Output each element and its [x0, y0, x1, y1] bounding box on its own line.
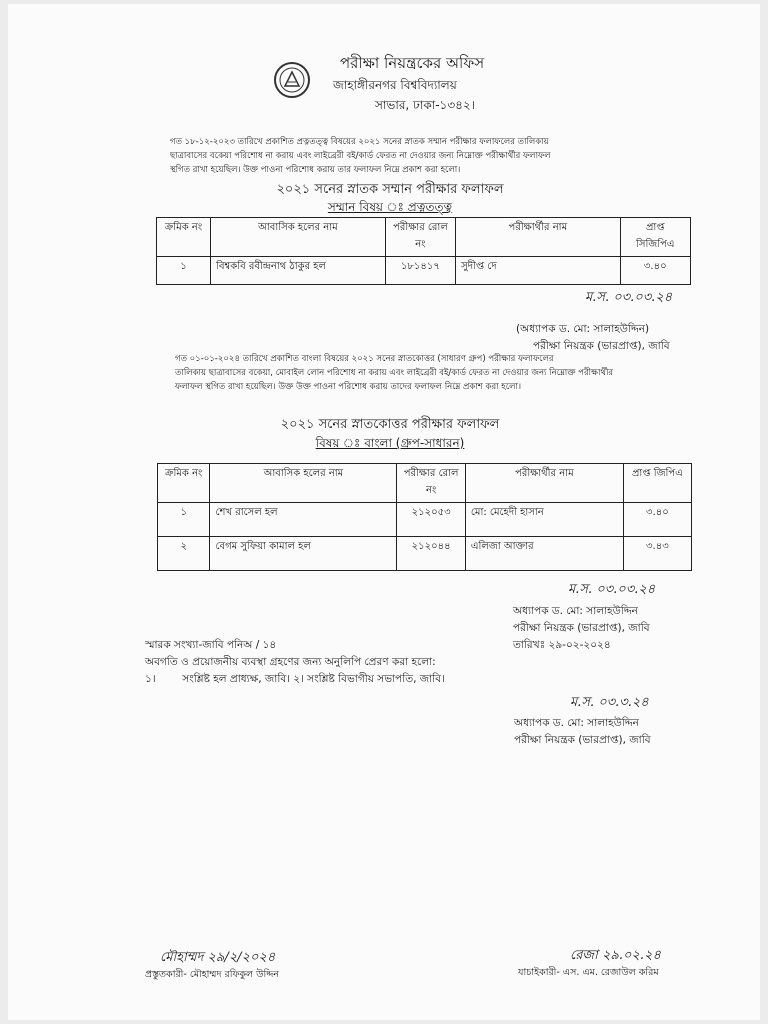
notice1-line: গত ১৮-১২-২০২৩ তারিখে প্রকাশিত প্রত্নতত্ত্ব বিষয়ের ২০২১ সনের স্নাতক সম্মান পরীক্ষার ফলাফলের তালিকায়	[170, 137, 549, 147]
notice2-signer-designation: পরীক্ষা নিয়ন্ত্রক (ভারপ্রাপ্ত), জাবি	[513, 622, 650, 634]
cell-hall: শেখ রাসেল হল	[210, 503, 397, 537]
notice1-subtitle: সম্মান বিষয় ঃ প্রত্নতত্ত্ব	[327, 200, 453, 214]
university-name: জাহাঙ্গীরনগর বিশ্ববিদ্যালয়	[333, 78, 457, 92]
cell-roll: ১৮১৪১৭	[385, 257, 455, 285]
cell-hall: বেগম সুফিয়া কামাল হল	[210, 537, 397, 571]
col-gpa: প্রাপ্ত জিপিএ	[623, 464, 691, 503]
notice1-result-table	[156, 217, 691, 285]
col-cgpa: প্রাপ্ত সিজিপিএ	[620, 218, 690, 257]
memo-number: স্মারক সংখ্যা-জাবি পনিঅ / ১৪	[145, 639, 277, 651]
university-seal-icon	[272, 60, 312, 100]
col-hall: আবাসিক হলের নাম	[210, 464, 397, 503]
table-row	[157, 257, 691, 285]
cell-roll: ২১২০৫৩	[397, 503, 465, 537]
notice2-line: ফলাফল স্থগিত রাখা হয়েছিল। উক্ত উক্ত পাওনা পরিশোধ করায় তাদের ফলাফল নিম্নে প্রকাশ করা হলো।	[175, 382, 522, 392]
memo-recipients: ১। সংশ্লিষ্ট হল প্রাধ্যক্ষ, জাবি। ২। সংশ্লিষ্ট বিভাগীয় সভাপতি, জাবি।	[145, 673, 445, 685]
notice1-line: ছাত্রাবাসের বকেয়া পরিশোধ না করায় এবং লাইব্রেরী বই/কার্ড ফেরত না দেওয়ার জন্য নিম্নোক্ত পরীক্ষার্থীর ফলাফল	[170, 151, 551, 161]
notice1-signer-designation: পরীক্ষা নিয়ন্ত্রক (ভারপ্রাপ্ত), জাবি	[533, 340, 670, 352]
university-address: সাভার, ঢাকা-১৩৪২।	[375, 98, 476, 112]
notice1-line: স্থগিত রাখা হয়েছিল। উক্ত পাওনা পরিশোধ করায় তার ফলাফল নিম্নে প্রকাশ করা হলো।	[170, 165, 461, 175]
col-name: পরীক্ষার্থীর নাম	[456, 218, 620, 257]
cell-roll: ২১২০৪৪	[397, 537, 465, 571]
notice2-subtitle: বিষয় ঃ বাংলা (গ্রুপ-সাধারন)	[315, 436, 465, 450]
cell-gpa: ৩.৪০	[623, 503, 691, 537]
col-serial: ক্রমিক নং	[157, 218, 211, 257]
cell-serial: ২	[158, 537, 210, 571]
col-serial: ক্রমিক নং	[158, 464, 210, 503]
cell-gpa: ৩.৪৩	[623, 537, 691, 571]
notice2-signer-name: অধ্যাপক ড. মো: সালাহউদ্দিন	[513, 605, 638, 617]
cell-hall: বিশ্বকবি রবীন্দ্রনাথ ঠাকুর হল	[211, 257, 386, 285]
notice2-line: তালিকায় ছাত্রাবাসের বকেয়া, মোবাইল লোন পরিশোধ না করায় এবং লাইব্রেরী বই/কার্ড ফেরত না দেওয়ার জন্য নিম্নোক্ত পরীক্ষার্থীর	[175, 368, 614, 378]
notice1-signer-name: (অধ্যাপক ড. মো: সালাহউদ্দিন)	[516, 323, 650, 335]
notice2-date: তারিখঃ ২৯-০২-২০২৪	[513, 639, 611, 651]
table-row	[158, 537, 692, 571]
cell-serial: ১	[157, 257, 211, 285]
office-name: পরীক্ষা নিয়ন্ত্রকের অফিস	[340, 54, 485, 72]
notice1-title: ২০২১ সনের স্নাতক সম্মান পরীক্ষার ফলাফল	[276, 182, 504, 197]
cell-serial: ১	[158, 503, 210, 537]
notice1-handwritten-signature: ম.স. ০৩.০৩.২৪	[585, 290, 673, 305]
cell-cgpa: ৩.৪০	[620, 257, 690, 285]
prepared-handwritten-signature: মৌহাম্মদ ২৯/২/২০২৪	[160, 950, 276, 965]
col-roll: পরীক্ষার রোল নং	[385, 218, 455, 257]
cell-name: মো: মেহেদী হাসান	[465, 503, 623, 537]
memo-handwritten-signature: ম.স. ০৩.৩.২৪	[570, 695, 649, 710]
table-header-row	[157, 218, 691, 257]
notice2-paragraph	[175, 352, 715, 394]
notice1-paragraph	[170, 135, 710, 177]
cell-name: এলিজা আক্তার	[465, 537, 623, 571]
col-roll: পরীক্ষার রোল নং	[397, 464, 465, 503]
memo-copy-line: অবগতি ও প্রয়োজনীয় ব্যবস্থা গ্রহণের জন্য অনুলিপি প্রেরণ করা হলো:	[145, 656, 436, 668]
notice2-handwritten-signature: ম.স. ০৩.০৩.২৪	[568, 582, 656, 597]
checked-handwritten-signature: রেজা ২৯.০২.২৪	[570, 948, 661, 963]
table-header-row	[158, 464, 692, 503]
checked-by: যাচাইকারী- এস. এম. রেজাউল করিম	[518, 967, 659, 978]
prepared-by: প্রস্তুতকারী- মৌহাম্মদ রফিকুল উদ্দিন	[145, 969, 279, 980]
notice2-line: গত ০১-০১-২০২৪ তারিখে প্রকাশিত বাংলা বিষয়ের ২০২১ সনের স্নাতকোত্তর (সাধারণ গ্রুপ) পরীক্ষার ফলাফলের	[175, 354, 554, 364]
col-hall: আবাসিক হলের নাম	[211, 218, 386, 257]
notice2-result-table	[157, 463, 692, 571]
notice2-title: ২০২১ সনের স্নাতকোত্তর পরীক্ষার ফলাফল	[280, 417, 500, 432]
table-row	[158, 503, 692, 537]
memo-signer-name: অধ্যাপক ড. মো: সালাহউদ্দিন	[514, 717, 639, 729]
col-name: পরীক্ষার্থীর নাম	[465, 464, 623, 503]
memo-signer-designation: পরীক্ষা নিয়ন্ত্রক (ভারপ্রাপ্ত), জাবি	[514, 734, 651, 746]
cell-name: সুদীপ্ত দে	[456, 257, 620, 285]
